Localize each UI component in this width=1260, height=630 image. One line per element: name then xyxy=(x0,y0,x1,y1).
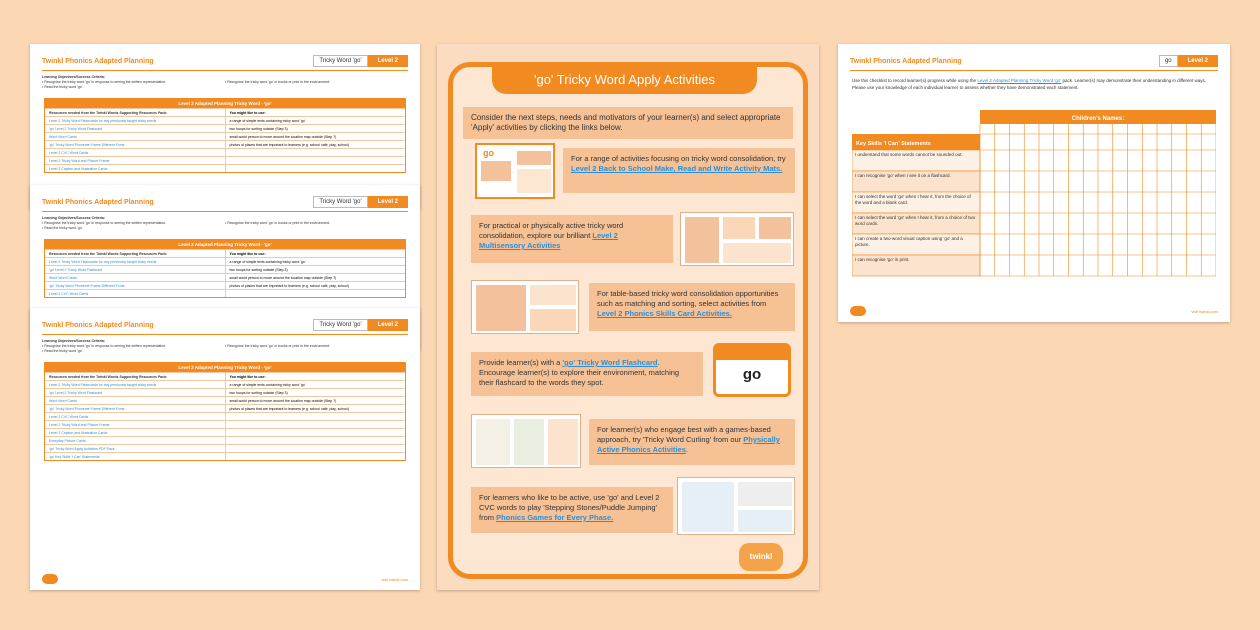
apply-activities-sheet xyxy=(437,44,819,590)
checklist-title: Twinkl Phonics Adapted Planning xyxy=(850,57,962,65)
statement-1: I understand that some words cannot be sounded out. xyxy=(855,152,963,157)
skills-header: Key Skills 'I Can' Statements xyxy=(856,141,931,147)
apply-title: 'go' Tricky Word Apply Activities xyxy=(492,66,757,94)
twinkl-logo-icon xyxy=(850,306,866,316)
activity-tile-3: For table-based tricky word consolidation opportunities such as matching and sorting, select activities from Level 2 Phonics Skills Card Activities. xyxy=(589,283,795,331)
resource-link[interactable]: 'go' Level 2 Tricky Word Flashcard xyxy=(45,389,226,396)
statement-5: I can create a two-word visual caption using 'go' and a picture. xyxy=(855,236,963,247)
planning-table: Level 2 Adapted Planning Tricky Word - 'go' Resources needed from the Twinkl Words Supporting Resources Pack: You might like to use: Level 2 Tricky Word Flashcards for any previously taught tricky words a range of simple texts containing tricky word 'go' 'go' Level 2 Tricky Word Flashcard two hoops for sorting outside (Step 3) Word Word Cards small world person to move around the location map outside (Step 7) 'go' Tricky Word Phoneme Frame Different Fonts photos of places that are important to learners (e.g. school café, play, school) Level 2 CVC Word Cards xyxy=(44,239,406,298)
planning-title: Twinkl Phonics Adapted Planning xyxy=(42,321,154,329)
activity-mat-thumbnail[interactable]: go xyxy=(475,143,555,199)
activity-tile-2: For practical or physically active tricky word consolidation, explore our brilliant Level 2 Multisensory Activities xyxy=(471,215,673,263)
resource-link[interactable]: 'go' Tricky Word Apply Activities PDF Pack xyxy=(45,445,226,452)
activity-tile-6: For learners who like to be active, use 'go' and Level 2 CVC words to play 'Stepping Stones/Puddle Jumping' from Phonics Games for Every Phase. xyxy=(471,487,673,533)
footer-url[interactable]: visit twinkl.com xyxy=(381,576,408,582)
multisensory-link[interactable]: Level 2 Multisensory Activities xyxy=(479,231,618,250)
phonics-activities-thumbnail[interactable] xyxy=(471,414,581,468)
flashcard-link[interactable]: 'go' Tricky Word Flashcard xyxy=(562,358,658,367)
planning-table: Level 2 Adapted Planning Tricky Word - 'go' Resources needed from the Twinkl Words Supporting Resources Pack: You might like to use: Level 2 Tricky Word Flashcards for any previously taught tricky words a range of simple texts containing tricky word 'go' 'go' Level 2 Tricky Word Flashcard two hoops for sorting outside (Step 3) Word Word Cards small world person to move around the location map outside (Step 7) 'go' Tricky Word Phoneme Frame Different Fonts photos of places that are important to learners (e.g. school café, play, school) Level 2 CVC Word Cards Level 2 Tricky Word and Picture Frame Level 2 Caption and Illustration Cards xyxy=(44,98,406,173)
tricky-word-tag: Tricky Word 'go' xyxy=(313,55,367,67)
back-to-school-link[interactable]: Level 2 Back to School Make, Read and Write Activity Mats. xyxy=(571,164,783,173)
learning-objectives: Learning Objectives/Success Criteria: • Recognise the tricky word 'go' in response to seeing the written representation. • Read the tricky word 'go'. • Recognise the tricky word 'go' in books or print in the environment. xyxy=(42,216,331,230)
statement-2: I can recognise 'go' when I see it on a flashcard. xyxy=(855,173,951,178)
checklist-sheet xyxy=(838,44,1230,322)
statement-4: I can select the word 'go' when I hear it, from a choice of two word cards. xyxy=(855,215,976,226)
statement-6: I can recognise 'go' in print. xyxy=(855,257,910,262)
adapted-planning-link[interactable]: Level 2 Adapted Planning Tricky Word 'go' xyxy=(977,78,1062,83)
skills-card-thumbnail[interactable] xyxy=(471,280,579,334)
resource-link[interactable]: 'go' Tricky Word Phoneme Frame Different Fonts xyxy=(45,405,226,412)
statement-3: I can select the word 'go' when I hear it, from the choice of the word and a blank card. xyxy=(855,194,971,205)
activity-tile-1: For a range of activities focusing on tricky word consolidation, try Level 2 Back to School Make, Read and Write Activity Mats. xyxy=(563,148,795,193)
resource-link[interactable]: Word Word Cards xyxy=(45,397,226,404)
resource-link[interactable]: Everyday Picture Cards xyxy=(45,437,226,444)
tricky-word-tag: Tricky Word 'go' xyxy=(313,196,367,208)
word-tag: go xyxy=(1159,55,1178,67)
level-tag: Level 2 xyxy=(368,319,408,331)
resource-link[interactable]: Level 2 CVC Word Cards xyxy=(45,413,226,420)
twinkl-logo: twinkl xyxy=(739,543,783,571)
multisensory-thumbnail[interactable] xyxy=(680,212,794,266)
resource-link[interactable]: 'go' Key Skills 'I Can' Statements xyxy=(45,453,226,460)
level-tag: Level 2 xyxy=(368,55,408,67)
learning-objectives: Learning Objectives/Success Criteria: • Recognise the tricky word 'go' in response to seeing the written representation. • Read the tricky word 'go'. • Recognise the tricky word 'go' in books or print in the environment. xyxy=(42,339,331,353)
twinkl-logo-icon xyxy=(42,574,58,584)
checklist-description: Use this checklist to record learner(s) progress while using the Level 2 Adapted Planning Tricky Word 'go' pack. Learner(s) may demonstrate their understanding in different ways. Please use your knowledge of each individual learner to assess whether they have demonstrated each statement. xyxy=(852,78,1207,90)
resource-link[interactable]: Level 2 Caption and Illustration Cards xyxy=(45,429,226,436)
resource-link[interactable]: Level 2 Tricky Word and Picture Frame xyxy=(45,421,226,428)
activity-tile-5: For learner(s) who engage best with a games-based approach, try 'Tricky Word Curling' from our Physically Active Phonics Activities. xyxy=(589,419,795,465)
learning-objectives: Learning Objectives/Success Criteria: • Recognise the tricky word 'go' in response to seeing the written representation. • Read the tricky word 'go'. • Recognise the tricky word 'go' in books or print in the environment. xyxy=(42,75,331,89)
names-header: Children's Names: xyxy=(1071,116,1125,122)
footer-url[interactable]: visit twinkl.com xyxy=(1191,308,1218,314)
apply-intro: Consider the next steps, needs and motivators of your learner(s) and select appropriate 'Apply' activities by clicking the links below. xyxy=(463,107,793,139)
planning-sheet-3 xyxy=(30,308,420,590)
phonics-games-thumbnail[interactable] xyxy=(677,477,795,535)
planning-title: Twinkl Phonics Adapted Planning xyxy=(42,57,154,65)
planning-title: Twinkl Phonics Adapted Planning xyxy=(42,198,154,206)
apply-frame xyxy=(448,62,808,579)
go-flashcard-thumbnail[interactable]: go xyxy=(713,343,791,397)
physically-active-link[interactable]: Physically Active Phonics Activities xyxy=(597,435,780,454)
phonics-games-link[interactable]: Phonics Games for Every Phase. xyxy=(496,513,614,522)
planning-table: Level 2 Adapted Planning Tricky Word - 'go' Resources needed from the Twinkl Words Supporting Resources Pack: You might like to use: Level 2 Tricky Word Flashcards for any previously taught tricky words a range of simple texts containing tricky word 'go' 'go' Level 2 Tricky Word Flashcard two hoops for sorting outside (Step 3) Word Word Cards small world person to move around the location map outside (Step 7) 'go' Tricky Word Phoneme Frame Different Fonts photos of places that are important to learners (e.g. school café, play, school) Level 2 CVC Word Cards Level 2 Tricky Word and Picture Frame Level 2 Caption and Illustration Cards Everyday Picture Cards 'go' Tricky Word Apply Activities PDF Pack 'go' Key Skills 'I Can' Statements xyxy=(44,362,406,461)
skills-card-link[interactable]: Level 2 Phonics Skills Card Activities. xyxy=(597,309,732,318)
level-tag: Level 2 xyxy=(1178,55,1218,67)
level-tag: Level 2 xyxy=(368,196,408,208)
resource-link[interactable]: Level 2 Tricky Word Flashcards for any previously taught tricky words xyxy=(45,381,226,388)
activity-tile-4: Provide learner(s) with a 'go' Tricky Word Flashcard. Encourage learner(s) to explore their environment, matching their flashcard to the words they spot. xyxy=(471,352,703,396)
checklist-table xyxy=(852,110,1216,280)
tricky-word-tag: Tricky Word 'go' xyxy=(313,319,367,331)
